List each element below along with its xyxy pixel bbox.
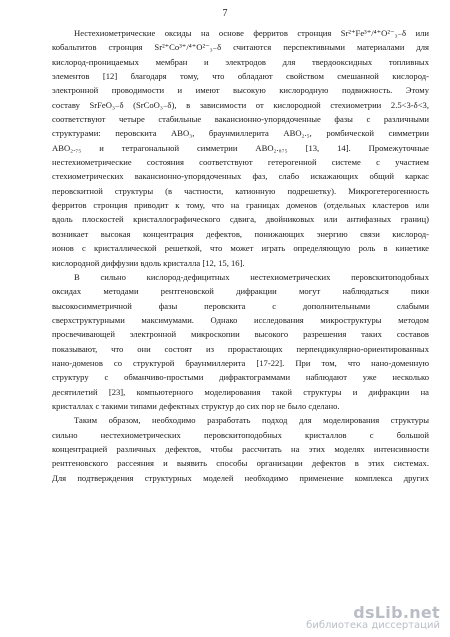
text-line: составу SrFeO₃₋δ (SrCoO₃₋δ), в зависимости от кислородной стехиометрии 2.5<3-δ<3, bbox=[52, 99, 429, 110]
text-line: возникает высокая концентрация дефектов, понижающих энергию связи кислород- bbox=[52, 228, 429, 239]
text-line: нестехиометрические состояния соответствуют гетерогенной системе с участием bbox=[52, 157, 429, 168]
paragraph-3 bbox=[52, 413, 429, 485]
text-line: концентрацией различных дефектов, чтобы рассчитать на этих моделях интенсивности bbox=[52, 443, 429, 454]
text-line: Нестехиометрические оксиды на основе ферритов стронция Sr²⁺Fe³⁺/⁴⁺O²⁻₃₋δ или bbox=[74, 28, 429, 38]
text-line: перовскитной структуры (в частности, катионную подрешетку). Микрогетерогенность bbox=[52, 185, 429, 196]
text-line: вдоль плоскостей кристаллографического сдвига, двойниковых или антифазных границ) bbox=[52, 214, 429, 225]
text-line: ионов с кристаллической решеткой, что может играть определяющую роль в кинетике bbox=[52, 243, 429, 254]
text-line: ферритов стронция приводит к тому, что на границах доменов (отдельных кластеров или bbox=[52, 200, 429, 211]
paragraph-2 bbox=[52, 270, 429, 413]
document-body bbox=[52, 26, 429, 485]
text-line: рентгеновского рассеяния и выявить способы организации дефектов в этих системах. bbox=[52, 458, 429, 469]
text-line: структуру с обманчиво-простыми дифрактограммами наблюдают уже несколько bbox=[52, 372, 429, 383]
text-line: сверхструктурными максимумами. Однако исследования микроструктуры методом bbox=[52, 314, 429, 325]
watermark bbox=[306, 603, 440, 631]
text-line: Для подтверждения структурных моделей необходимо применение комплекса других bbox=[52, 472, 429, 483]
text-line: ABO₂.₇₅ и тетрагональной симметрии ABO₂.₈₇₅ [13, 14]. Промежуточные bbox=[52, 142, 429, 153]
text-line: просвечивающей электронной микроскопии высокого разрешения таких составов bbox=[52, 329, 429, 340]
watermark-subtitle: библиотека диссертаций bbox=[306, 620, 440, 631]
text-line: кобальтитов стронция Sr²⁺Co³⁺/⁴⁺O²⁻₃₋δ считаются перспективными материалами для bbox=[52, 42, 429, 53]
text-line: соответствуют четыре стабильные вакансионно-упорядоченные фазы с различными bbox=[52, 114, 429, 125]
text-line: кислород-проницаемых мембран и электродов для твердооксидных топливных bbox=[52, 56, 429, 67]
watermark-logo: dsLib.net bbox=[353, 603, 440, 622]
text-line: кристаллах с такими типами дефектных структур до сих пор не было сделано. bbox=[52, 400, 340, 411]
text-line: высокосимметричной фазы перовскита с дополнительными слабыми bbox=[52, 300, 429, 311]
text-line: десятилетий [23], компьютерного моделирования такой структуры и дифракции на bbox=[52, 386, 429, 397]
text-line: сильно нестехиометрических перовскитоподобных кристаллов с большой bbox=[52, 429, 429, 440]
text-line: электронной проводимости и имеют высокую кислородную подвижность. Этому bbox=[52, 85, 429, 96]
text-line: стехиометрических вакансионно-упорядоченных фаз, слабо искажающих общий каркас bbox=[52, 171, 429, 182]
text-line: элементов [12] благодаря тому, что обладают свойством смешанной кислород- bbox=[52, 71, 429, 82]
text-line: В сильно кислород-дефицитных нестехиометрических перовскитоподобных bbox=[74, 271, 429, 282]
text-line: нано-доменов со структурой браунмиллерита [17-22]. При том, что нано-доменную bbox=[52, 357, 429, 368]
text-line: Таким образом, необходимо разработать подход для моделирования структуры bbox=[74, 415, 429, 426]
text-line: показывают, что они состоят из прорастающих перпендикулярно-ориентированных bbox=[52, 343, 429, 354]
page-number: 7 bbox=[222, 8, 228, 19]
text-line: оксидах методами рентгеновской дифракции могут наблюдаться пики bbox=[52, 286, 429, 297]
text-line: структурами: перовскита ABO₃, браунмиллерита ABO₂.₅, ромбической симметрии bbox=[52, 128, 429, 139]
paragraph-1 bbox=[52, 26, 429, 270]
text-line: кислородной диффузии вдоль кристалла [12, 15, 16]. bbox=[52, 257, 245, 268]
